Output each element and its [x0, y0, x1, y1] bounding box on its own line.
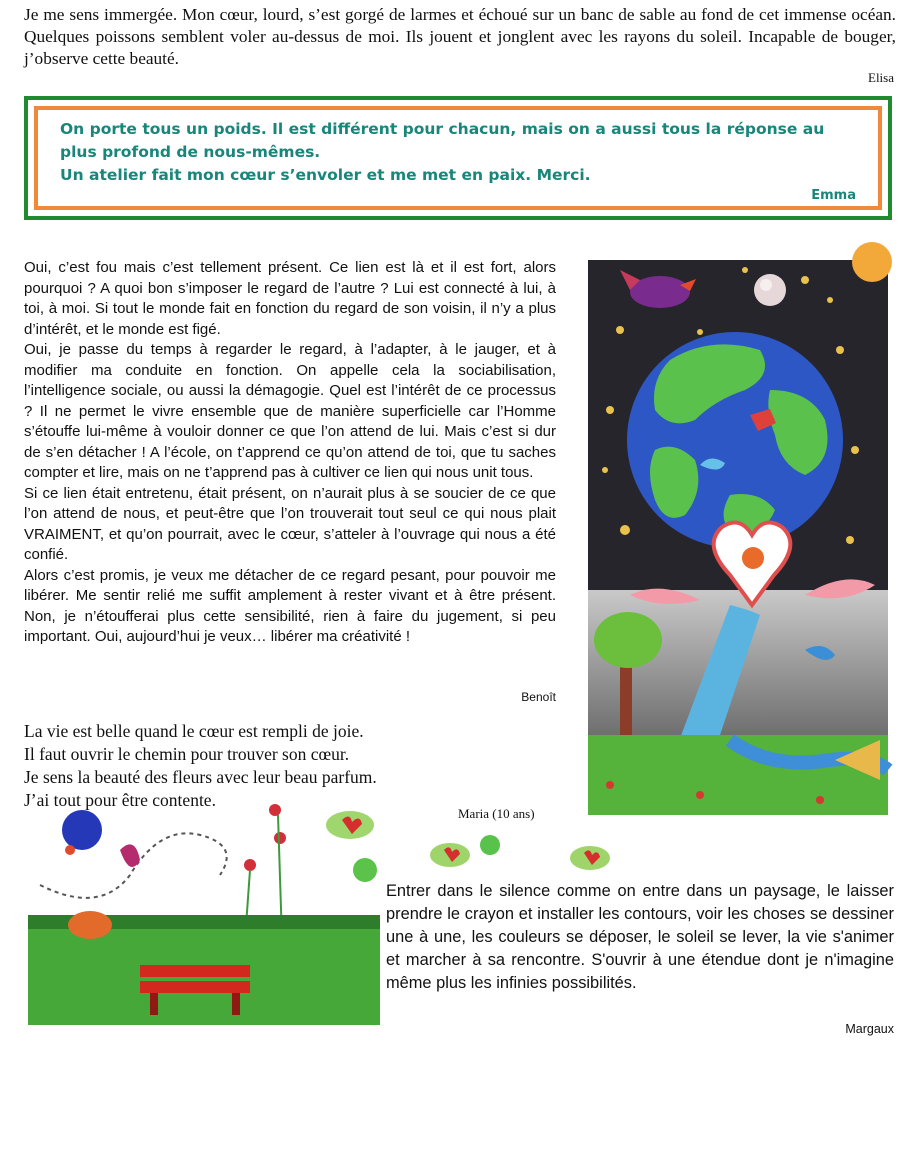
maria-signature: Maria (10 ans) [458, 806, 535, 821]
poem-line: Il faut ouvrir le chemin pour trouver son cœur. [24, 744, 350, 764]
benoit-paragraph: Oui, c’est fou mais c’est tellement présent. Ce lien est là et il est fort, alors pourquoi ? A quoi bon s’imposer le regard de l’autre ? Lui est connecté à lui, à toi, à moi. Si tout le monde fait en fonction du regard de son voisin, il n’y a plus d’intérêt, et le monde est figé. [24, 259, 556, 338]
elisa-testimony: Je me sens immergée. Mon cœur, lourd, s’est gorgé de larmes et échoué sur un banc de sable au fond de cet immense océan. Quelques poissons semblent voler au-dessus de moi. Ils jouent et jonglent avec les rayons du soleil. Incapable de bouger, j’observe cette beauté. [24, 5, 896, 68]
margaux-testimony: Entrer dans le silence comme on entre dans un paysage, le laisser prendre le crayon et installer les contours, voir les choses se dessiner une à une, les couleurs se déposer, le soleil se lever, la vie s'animer et marcher à sa rencontre. S'ouvrir à une étendue dont je n'imagine même plus les infinies possibilités. [386, 882, 894, 992]
emma-signature: Emma [811, 188, 856, 203]
benoit-signature: Benoît [521, 690, 556, 704]
benoit-testimony [24, 258, 556, 648]
poem-line: La vie est belle quand le cœur est rempli de joie. [24, 721, 364, 741]
elisa-signature: Elisa [868, 70, 894, 85]
margaux-signature: Margaux [845, 1022, 894, 1036]
emma-quote-line: Un atelier fait mon cœur s’envoler et me met en paix. Merci. [60, 166, 591, 184]
poem-line: J’ai tout pour être contente. [24, 790, 216, 810]
earth-drawing [580, 240, 898, 820]
garden-drawing [0, 790, 380, 1030]
emma-quote-line: On porte tous un poids. Il est différent pour chacun, mais on a aussi tous la réponse au plus profond de nous-mêmes. [60, 120, 825, 161]
leaf-decoration [420, 820, 620, 880]
benoit-paragraph: Si ce lien était entretenu, était présent, on n’aurait plus à se soucier de ce que l’on attend de nous, et peut-être que l’on trouverait tout seul ce qui nous plait VRAIMENT, et qu’on pourrait, avec le cœur, s’atteler à l’ouvrage qui nous a été confié. [24, 484, 556, 563]
benoit-paragraph: Oui, je passe du temps à regarder le regard, à l’adapter, à le jauger, et à modifier ma conduite en fonction. On appelle cela la sociabilisation, l’intelligence sociale, ou aussi la démagogie. Quel est l’intérêt de ce processus ? Il ne permet le vivre ensemble que de manière superficielle car l’Homme s’étouffe lui-même à vouloir donner ce que l’on attend de lui. Mais c’est si dur de s’en détacher ! A l’école, on t’apprend ce qu’on attend de toi, que tu saches compter et lire, mais on ne t’apprend pas à cultiver ce lien qui nous unit tous. [24, 341, 556, 481]
benoit-paragraph: Alors c’est promis, je veux me détacher de ce regard pesant, pour pouvoir me libérer. Me sentir relié me suffit amplement à rester vivant et à être présent. Non, je n’étoufferai plus cette sensibilité, rien à faire du jugement, si peu important. Oui, aujourd’hui je veux… libérer ma créativité ! [24, 566, 556, 645]
poem-line: Je sens la beauté des fleurs avec leur beau parfum. [24, 767, 377, 787]
emma-quote [60, 118, 860, 187]
